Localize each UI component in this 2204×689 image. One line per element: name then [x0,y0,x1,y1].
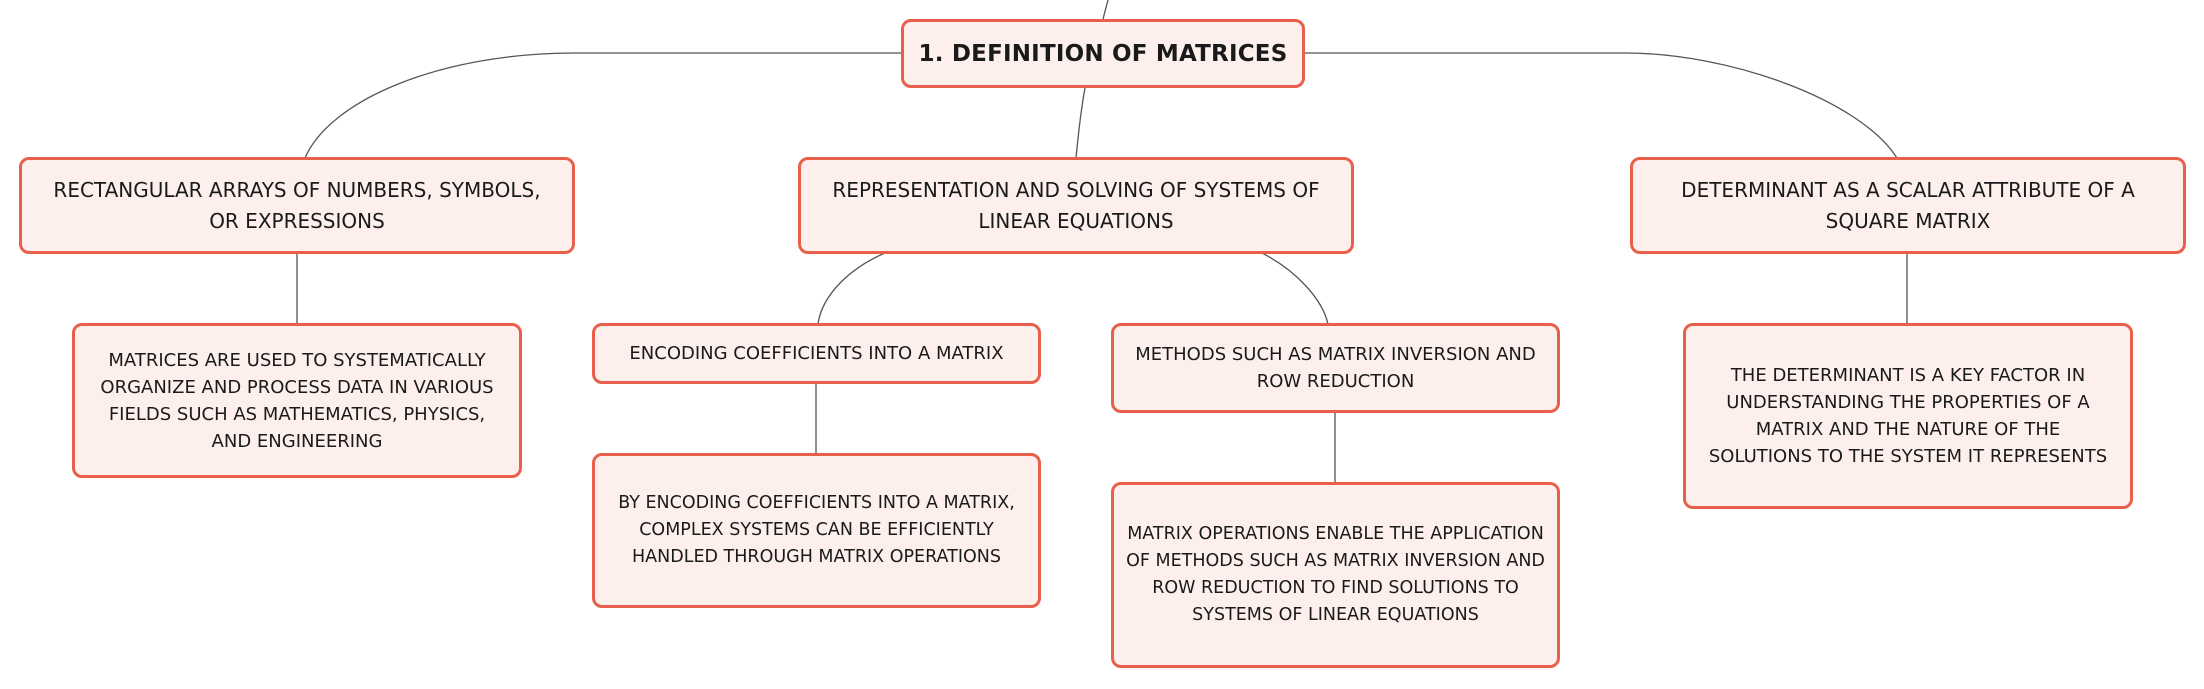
branch-node-label: REPRESENTATION AND SOLVING OF SYSTEMS OF LINEAR EQUATIONS [832,177,1320,233]
branch-node-determinant[interactable] [1630,157,2186,254]
branch-node-rectangular-arrays[interactable] [19,157,575,254]
connector-root-to-left-branch [305,53,902,158]
detail-node-text: MATRICES ARE USED TO SYSTEMATICALLY ORGANIZE AND PROCESS DATA IN VARIOUS FIELDS SUCH AS MATHEMATICS, PHYSICS, AND ENGINEERING [100,349,494,452]
root-node[interactable] [901,19,1305,88]
detail-node-matrix-operations[interactable] [1111,482,1560,668]
detail-node-efficient-handling[interactable] [592,453,1041,608]
sub-node-label: ENCODING COEFFICIENTS INTO A MATRIX [629,343,1004,364]
connector-center-to-sub-left [818,253,885,324]
connector-parent-to-root [1103,0,1108,20]
sub-node-matrix-inversion-methods[interactable] [1111,323,1560,413]
sub-node-encoding-coefficients[interactable] [592,323,1041,384]
detail-node-determinant-properties[interactable] [1683,323,2133,509]
branch-node-linear-equations[interactable] [798,157,1354,254]
branch-node-label: DETERMINANT AS A SCALAR ATTRIBUTE OF A SQUARE MATRIX [1681,177,2135,233]
connector-center-to-sub-right [1262,253,1328,324]
sub-node-label: METHODS SUCH AS MATRIX INVERSION AND ROW REDUCTION [1135,344,1536,392]
root-node-label: 1. DEFINITION OF MATRICES [918,40,1288,67]
detail-node-text: BY ENCODING COEFFICIENTS INTO A MATRIX, COMPLEX SYSTEMS CAN BE EFFICIENTLY HANDLED THROUGH MATRIX OPERATIONS [618,493,1015,567]
branch-node-label: RECTANGULAR ARRAYS OF NUMBERS, SYMBOLS, OR EXPRESSIONS [53,177,541,233]
detail-node-text: THE DETERMINANT IS A KEY FACTOR IN UNDERSTANDING THE PROPERTIES OF A MATRIX AND THE NATURE OF THE SOLUTIONS TO THE SYSTEM IT REPRESENTS [1708,365,2108,467]
connector-root-to-center-branch [1076,88,1085,158]
connector-root-to-right-branch [1305,53,1897,158]
detail-node-text: MATRIX OPERATIONS ENABLE THE APPLICATION OF METHODS SUCH AS MATRIX INVERSION AND ROW REDUCTION TO FIND SOLUTIONS TO SYSTEMS OF LINEAR EQUATIONS [1126,524,1545,625]
detail-node-organize-data[interactable] [72,323,522,478]
